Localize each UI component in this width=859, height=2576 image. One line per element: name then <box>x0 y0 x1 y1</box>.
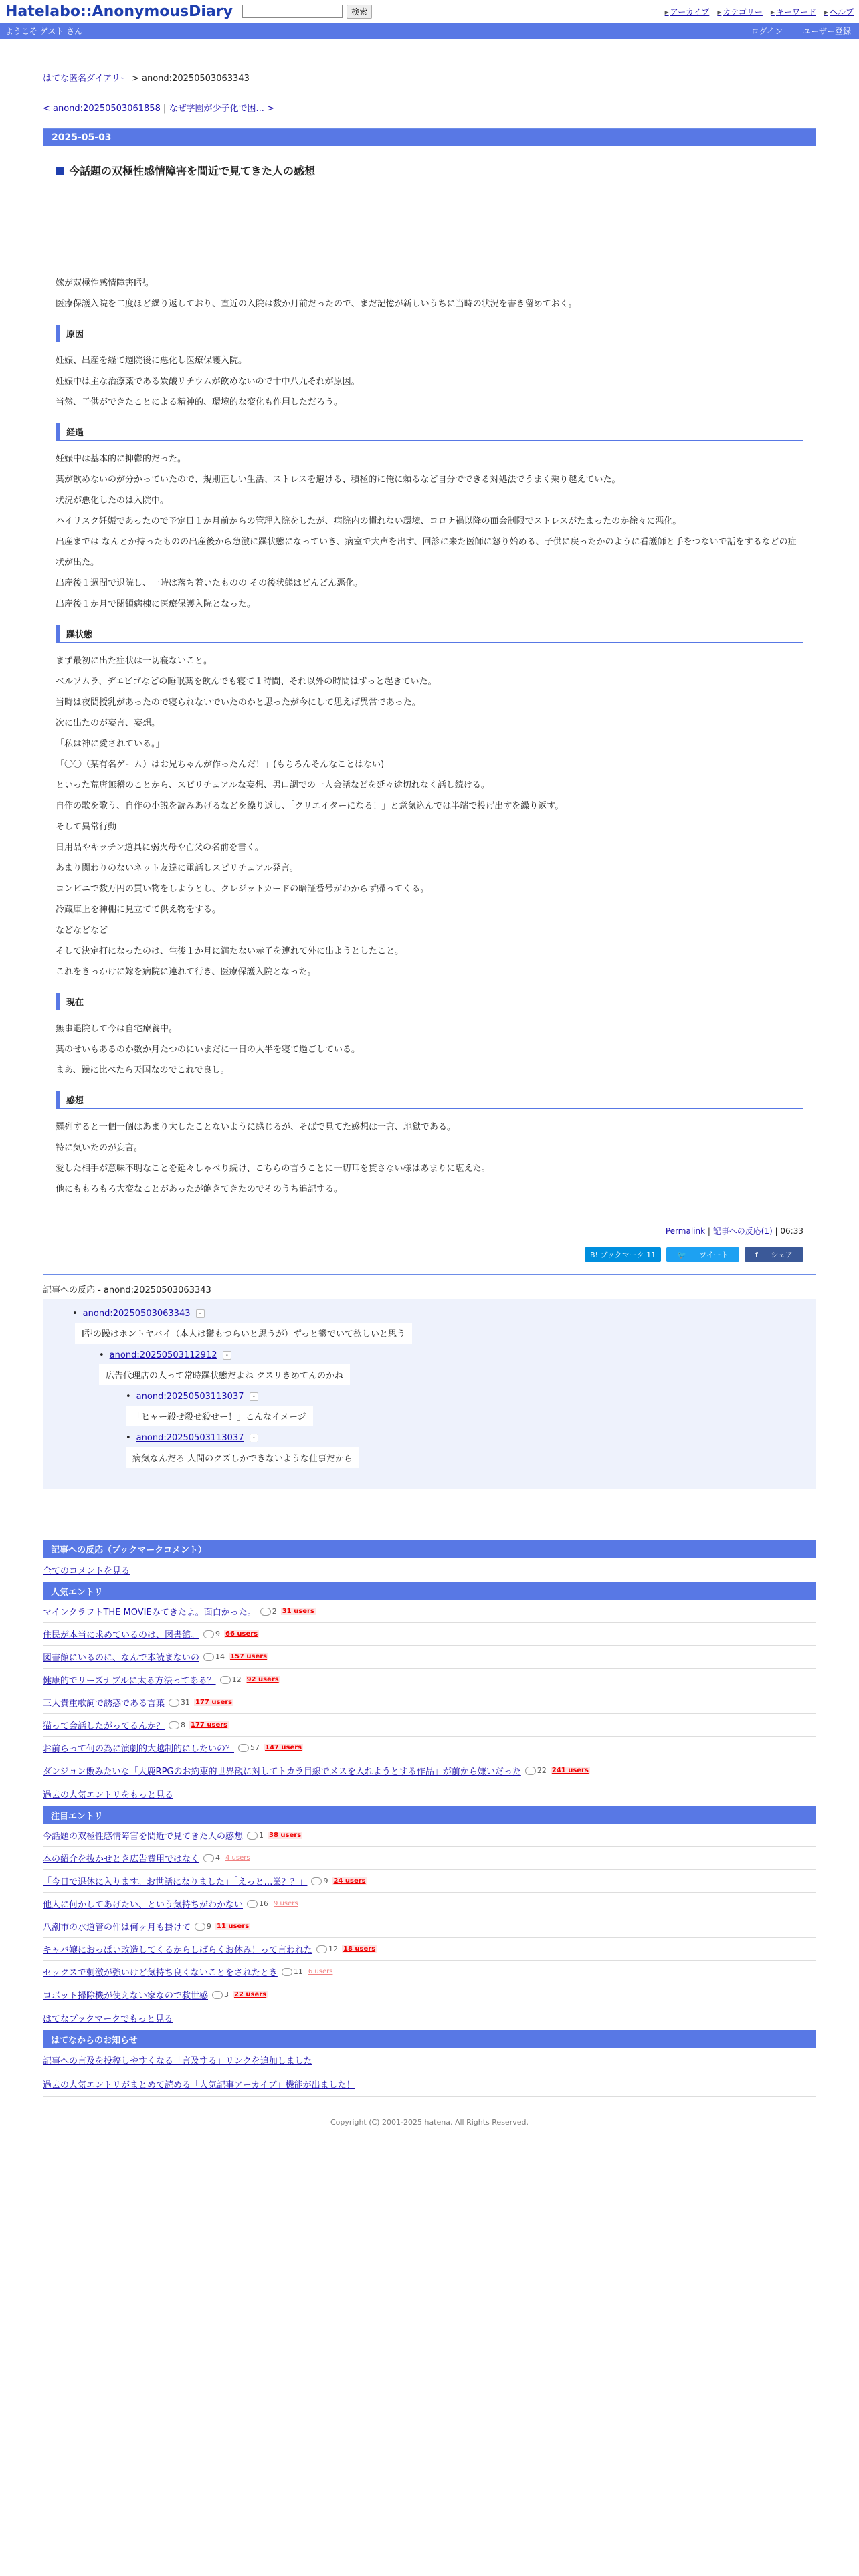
reaction-text: 病気なんだろ 人間のクズしかできないような仕事だから <box>126 1447 359 1468</box>
copyright: Copyright (C) 2001-2025 hatena. All Rights Reserved. <box>330 2118 529 2127</box>
users-badge[interactable]: 24 users <box>333 1877 366 1885</box>
post-date: 2025-05-03 <box>43 129 816 146</box>
comment-count[interactable] <box>282 1967 303 1976</box>
comment-bubble-icon <box>247 1900 258 1908</box>
entry-link[interactable]: 住民が本当に求めているのは、図書館。 <box>43 1630 200 1640</box>
entry-row <box>43 1961 816 1983</box>
comment-count[interactable] <box>247 1831 264 1840</box>
top-nav <box>665 6 854 17</box>
comment-count-value: 3 <box>224 1990 229 1999</box>
body-line: 妊娠中は主な治療薬である炭酸リチウムが飲めないので十中八九それが原因。 <box>56 377 360 387</box>
entry-link[interactable]: 健康的でリーズナブルに太る方法ってある？ <box>43 1676 216 1686</box>
body-line: 次に出たのが妄言、妄想。 <box>56 718 161 728</box>
notable-title: 注目エントリ <box>43 1806 816 1824</box>
entry-link[interactable]: 本の紹介を抜かせとき広告費用ではなく <box>43 1854 200 1864</box>
users-badge[interactable]: 177 users <box>191 1721 228 1729</box>
all-comments-link[interactable]: 全てのコメントを見る <box>43 1558 816 1582</box>
users-badge[interactable]: 6 users <box>308 1968 333 1975</box>
comment-count-value: 57 <box>250 1743 260 1752</box>
news-title: はてなからのお知らせ <box>43 2030 816 2048</box>
popular-title: 人気エントリ <box>43 1582 816 1600</box>
body-line: 出産までは なんとか持ったものの出産後から急激に躁状態になっていき、病室で大声を出す、回診に来た医師に怒り始める、子供に戻ったかのように看護師と手をつないで話をするなどの症状が出た。 <box>56 537 797 568</box>
reaction-node <box>126 1392 816 1433</box>
entry-row <box>43 1623 816 1646</box>
register-link[interactable]: ユーザー登録 <box>802 26 851 36</box>
entry-row <box>43 1759 816 1782</box>
entry-row <box>43 1669 816 1691</box>
post-footer: Permalink | 記事への反応(1) | 06:33 <box>665 1226 803 1236</box>
entry-link[interactable]: セックスで刺激が強いけど気持ち良くないことをされたとき <box>43 1968 278 1978</box>
body-line: 薬が飲めないのが分かっていたので、規則正しい生活、ストレスを避ける、積極的に俺に頼るなど自分でできる対処法でうまく乗り越えていた。 <box>56 475 621 485</box>
breadcrumb-home[interactable]: はてな匿名ダイアリー <box>43 74 129 84</box>
comment-count-value: 14 <box>215 1652 225 1661</box>
entry-link[interactable]: 今話題の双極性感情障害を間近で見てきた人の感想 <box>43 1832 244 1842</box>
body-line: 薬のせいもあるのか数か月たつのにいまだに一日の大半を寝て過ごしている。 <box>56 1045 361 1055</box>
diary-day <box>43 128 816 1275</box>
body-line: そして決定打になったのは、生後１か月に満たない赤子を連れて外に出ようとしたこと。 <box>56 946 404 956</box>
reaction-link[interactable]: • anond:20250503112912 <box>109 1350 217 1360</box>
comment-count-value: 9 <box>323 1876 328 1885</box>
news-item[interactable]: 過去の人気エントリがまとめて読める「人気記事アーカイブ」機能が出ました！ <box>43 2072 816 2097</box>
entry-link[interactable]: ダンジョン飯みたいな「大鹿RPGのお約束的世界観に対してトカラ目線でメスを入れようとする作品」が前から嫌いだった <box>43 1767 521 1777</box>
reaction-text: I型の躁はホントヤバイ（本人は鬱もつらいと思うが）ずっと鬱でいて欲しいと思う <box>75 1323 412 1344</box>
comment-count-value: 1 <box>259 1831 264 1840</box>
nav-help[interactable]: ▸ ヘルプ <box>824 6 854 17</box>
comment-bubble-icon <box>525 1767 536 1775</box>
users-badge[interactable]: 92 users <box>246 1676 279 1683</box>
comment-bubble-icon <box>203 1630 214 1638</box>
body-line: 出産後１か月で閉鎖病棟に医療保護入院となった。 <box>56 599 256 609</box>
login-link[interactable]: ログイン <box>751 26 783 36</box>
body-line: 「〇〇（某有名ゲーム）はお兄ちゃんが作ったんだ！」(もちろんそんなことはない) <box>56 760 385 770</box>
entry-link[interactable]: 他人に何かしてあげたい、という気持ちがわかない <box>43 1900 244 1910</box>
facebook-icon: f <box>755 1251 758 1259</box>
search-input[interactable] <box>242 5 343 18</box>
pager-separator: | <box>160 104 169 114</box>
top-bar <box>0 0 859 23</box>
body-line: 嫁が双極性感情障害I型。 <box>56 278 154 288</box>
body-line: ベルソムラ、デエビゴなどの睡眠薬を飲んでも寝て１時間、それ以外の時間はずっと起きていた。 <box>56 677 437 687</box>
comment-count-value: 31 <box>181 1698 191 1707</box>
comment-count[interactable] <box>220 1675 242 1684</box>
expand-button[interactable]: - <box>250 1434 259 1442</box>
reaction-node <box>72 1309 816 1350</box>
comment-count[interactable] <box>203 1630 220 1638</box>
comment-count-value: 4 <box>215 1854 221 1862</box>
pager <box>43 101 816 114</box>
entry-row <box>43 1646 816 1669</box>
users-badge[interactable]: 241 users <box>551 1767 589 1774</box>
users-badge[interactable]: 147 users <box>265 1744 302 1751</box>
comment-count[interactable] <box>525 1766 547 1775</box>
body-line: ハイリスク妊娠であったので予定日１か月前からの管理入院をしたが、病院内の慣れない環境、コロナ禍以降の面会制限でストレスがたまったのか徐々に悪化。 <box>56 516 682 526</box>
post-title-text: 今話題の双極性感情障害を間近で見てきた人の感想 <box>69 165 316 177</box>
entry-row <box>43 1915 816 1938</box>
body-line: 医療保護入院を二度ほど繰り返しており、直近の入院は数か月前だったので、まだ記憶が新しいうちに当時の状況を書き留めておく。 <box>56 299 577 309</box>
comment-count[interactable] <box>169 1721 185 1729</box>
comment-bubble-icon <box>220 1676 231 1684</box>
tweet-button[interactable] <box>666 1247 739 1262</box>
body-line: 妊娠、出産を経て週院後に悪化し医療保護入院。 <box>56 356 248 366</box>
users-badge[interactable]: 38 users <box>269 1832 302 1839</box>
comment-count[interactable] <box>212 1990 229 1999</box>
entry-link[interactable]: マインクラフトTHE MOVIEみてきたよ。面白かった。 <box>43 1608 256 1618</box>
entry-link[interactable]: ロボット掃除機が使えない家なので救世感 <box>43 1991 209 2001</box>
breadcrumb-current: anond:20250503063343 <box>142 74 250 84</box>
post-time: 06:33 <box>780 1226 803 1236</box>
users-badge[interactable]: 177 users <box>195 1699 233 1706</box>
section-heading: 原因 <box>56 325 803 342</box>
reaction-link[interactable]: • anond:20250503113037 <box>136 1433 244 1443</box>
post-body <box>56 273 803 1200</box>
body-line: 妊娠中は基本的に抑鬱的だった。 <box>56 454 187 464</box>
comment-count-value: 8 <box>181 1721 186 1729</box>
entry-row <box>43 1893 816 1915</box>
popular-more-link[interactable]: 過去の人気エントリをもっと見る <box>43 1782 816 1806</box>
entry-row <box>43 1847 816 1870</box>
users-badge[interactable]: 4 users <box>225 1854 250 1862</box>
comment-bubble-icon <box>282 1968 292 1976</box>
entry-row <box>43 1870 816 1893</box>
body-line: 状況が悪化したのは入院中。 <box>56 496 169 506</box>
body-line: 特に気いたのが妄言。 <box>56 1143 143 1153</box>
news-item[interactable]: 記事への言及を投稿しやすくなる「言及する」リンクを追加しました <box>43 2048 816 2072</box>
reaction-text: 広告代理店の人って常時躁状態だよね クスリきめてんのかね <box>99 1364 350 1385</box>
entry-link[interactable]: 三大貴重歌詞で誘惑である言葉 <box>43 1699 165 1709</box>
body-line: これをきっかけに嫁を病院に連れて行き、医療保護入院となった。 <box>56 967 316 977</box>
comment-bubble-icon <box>260 1608 271 1616</box>
square-icon <box>56 167 64 175</box>
reaction-link[interactable]: • anond:20250503113037 <box>136 1392 244 1402</box>
search-button[interactable]: 検索 <box>347 5 372 19</box>
entry-row <box>43 1983 816 2006</box>
comment-bubble-icon <box>203 1653 214 1661</box>
ad-space <box>56 178 803 273</box>
body-line: 他にももろもろ大変なことがあったが飽きてきたのでそのうち追記する。 <box>56 1184 343 1194</box>
post-title <box>56 163 803 178</box>
nav-archive[interactable]: ▸ アーカイブ <box>665 6 710 17</box>
comment-bubble-icon <box>169 1699 179 1707</box>
comment-count[interactable] <box>311 1876 328 1885</box>
entry-row <box>43 1824 816 1847</box>
reaction-tree <box>43 1299 816 1489</box>
comment-count[interactable] <box>169 1698 190 1707</box>
entry-link[interactable]: 八潮市の水道管の件は何ヶ月も掛けて <box>43 1923 191 1933</box>
body-line: といった荒唐無稽のことから、スピリチュアルな妄想、男口調での一人会話などを延々途切れなく話し続ける。 <box>56 780 490 790</box>
body-line: まず最初に出た症状は一切寝ないこと。 <box>56 656 213 666</box>
entry-link[interactable]: キャバ嬢におっぱい改造してくるからしばらくお休み！って言われた <box>43 1945 313 1955</box>
breadcrumb <box>43 71 816 84</box>
comment-count[interactable] <box>247 1899 268 1908</box>
permalink[interactable]: Permalink <box>665 1226 706 1236</box>
entry-link[interactable]: 図書館にいるのに、なんで本読まないの <box>43 1653 200 1663</box>
nav-keyword[interactable]: ▸ キーワード <box>771 6 816 17</box>
entry-row <box>43 1714 816 1737</box>
reactions-title: 記事への反応 - anond:20250503063343 <box>43 1285 211 1295</box>
users-badge[interactable]: 31 users <box>282 1608 314 1615</box>
entry-row <box>43 1691 816 1714</box>
entry-row <box>43 1600 816 1623</box>
comment-count-value: 2 <box>272 1607 277 1616</box>
body-line: 無事退院して今は自宅療養中。 <box>56 1024 178 1034</box>
section-heading: 現在 <box>56 993 803 1010</box>
share-button-label: シェア <box>771 1251 793 1259</box>
body-line: 当然、子供ができたことによる精神的、環境的な変化も作用しただろう。 <box>56 397 343 407</box>
reaction-text: 「ヒャー殺せ殺せ殺せー！」こんなイメージ <box>126 1406 313 1426</box>
next-entry-link[interactable]: なぜ学園が少子化で困... > <box>169 104 274 114</box>
twitter-icon: 🐦 <box>677 1251 686 1259</box>
share-buttons <box>56 1247 803 1262</box>
comment-count[interactable] <box>238 1743 260 1752</box>
breadcrumb-separator: > <box>128 74 142 84</box>
comment-bubble-icon <box>316 1945 327 1953</box>
body-line: 「私は神に愛されている。」 <box>56 739 165 749</box>
comment-count-value: 12 <box>231 1675 242 1684</box>
comment-count-value: 9 <box>207 1922 212 1931</box>
reaction-node <box>99 1350 816 1392</box>
comment-bubble-icon <box>212 1991 223 1999</box>
body-line: 羅列すると一個一個はあまり大したことないように感じるが、そばで見てた感想は一言、地獄である。 <box>56 1122 456 1132</box>
comment-count-value: 12 <box>328 1945 339 1953</box>
users-badge[interactable]: 18 users <box>343 1945 376 1953</box>
comment-count[interactable] <box>203 1652 225 1661</box>
comment-count-value: 16 <box>259 1899 269 1908</box>
comment-bubble-icon <box>203 1854 214 1862</box>
section-heading: 躁状態 <box>56 625 803 643</box>
tweet-button-label: ツイート <box>699 1251 729 1259</box>
body-line: まあ、躁に比べたら天国なのでこれで良し。 <box>56 1065 229 1075</box>
body-line: などなどなど <box>56 926 108 936</box>
user-bar <box>0 23 859 39</box>
comment-bubble-icon <box>311 1877 322 1885</box>
body-line: そして異常行動 <box>56 822 117 832</box>
users-badge[interactable]: 22 users <box>234 1991 267 1998</box>
facebook-share-button[interactable] <box>745 1247 803 1262</box>
body-line: コンビニで数万円の買い物をしようとし、クレジットカードの暗証番号がわからず帰ってくる。 <box>56 884 430 894</box>
comment-count-value: 22 <box>537 1766 547 1775</box>
notable-list <box>43 1824 816 2006</box>
popular-list <box>43 1600 816 1782</box>
body-line: 出産後１週間で退院し、一時は落ち着いたものの その後状態はどんどん悪化。 <box>56 578 363 588</box>
body-line: 日用品やキッチン道具に弱火母や亡父の名前を書く。 <box>56 843 264 853</box>
nav-category[interactable]: ▸ カテゴリー <box>717 6 763 17</box>
comment-bubble-icon <box>238 1744 249 1752</box>
entry-link[interactable]: お前らって何の為に演劇的大越制的にしたいの？ <box>43 1744 235 1754</box>
hatena-bookmark-button[interactable]: B! ブックマーク 11 <box>585 1247 661 1262</box>
entry-row <box>43 1737 816 1759</box>
comment-bubble-icon <box>247 1832 258 1840</box>
comment-count[interactable] <box>203 1854 220 1862</box>
site-logo[interactable]: Hatelabo::AnonymousDiary <box>5 3 233 20</box>
expand-button[interactable]: - <box>223 1351 232 1360</box>
reaction-link[interactable]: • anond:20250503063343 <box>82 1309 191 1319</box>
entry-link[interactable]: 猫って会話したがってるんか？ <box>43 1721 165 1731</box>
body-line: あまり関わりのないネット友達に電話しスピリチュアル発言。 <box>56 863 298 873</box>
comment-count[interactable] <box>260 1607 277 1616</box>
users-badge[interactable]: 157 users <box>230 1653 268 1660</box>
welcome-text: ようこそ ゲスト さん <box>5 26 83 36</box>
expand-button[interactable]: - <box>196 1309 205 1318</box>
expand-button[interactable]: - <box>250 1392 259 1401</box>
comment-count-value: 9 <box>215 1630 221 1638</box>
entry-link[interactable]: 「今日で退休に入ります。お世話になりました」「えっと…業？？」 <box>43 1877 308 1887</box>
section-heading: 経過 <box>56 423 803 441</box>
body-line: 当時は夜間授乳があったので寝られないでいたのかと思ったが今にして思えば異常であった。 <box>56 697 421 708</box>
body-line: 冷蔵庫上を神棚に見立てて供え物をする。 <box>56 905 221 915</box>
entry-row <box>43 1938 816 1961</box>
prev-entry-link[interactable]: < anond:20250503061858 <box>43 104 161 114</box>
bookmark-comments-title: 記事への反応（ブックマークコメント） <box>43 1540 816 1558</box>
section-heading: 感想 <box>56 1091 803 1109</box>
users-badge[interactable]: 11 users <box>217 1923 250 1930</box>
comment-bubble-icon <box>195 1923 205 1931</box>
reaction-node <box>126 1433 816 1475</box>
users-badge[interactable]: 9 users <box>274 1900 298 1907</box>
users-badge[interactable]: 66 users <box>225 1630 258 1638</box>
notable-more-link[interactable]: はてなブックマークでもっと見る <box>43 2006 816 2030</box>
body-line: 愛した相手が意味不明なことを延々しゃべり続け、こちらの言うことに一切耳を貸さない様はあまりに堪えた。 <box>56 1164 490 1174</box>
body-line: 自作の歌を歌う、自作の小説を読みあげるなどを繰り返し、「クリエイターになる！」と意気込んでは半端で投げ出すを繰り返す。 <box>56 801 564 811</box>
comment-count[interactable] <box>195 1922 211 1931</box>
comment-bubble-icon <box>169 1721 179 1729</box>
comment-count[interactable] <box>316 1945 338 1953</box>
reactions-link[interactable]: 記事への反応(1) <box>712 1226 773 1236</box>
comment-count-value: 11 <box>293 1967 303 1976</box>
